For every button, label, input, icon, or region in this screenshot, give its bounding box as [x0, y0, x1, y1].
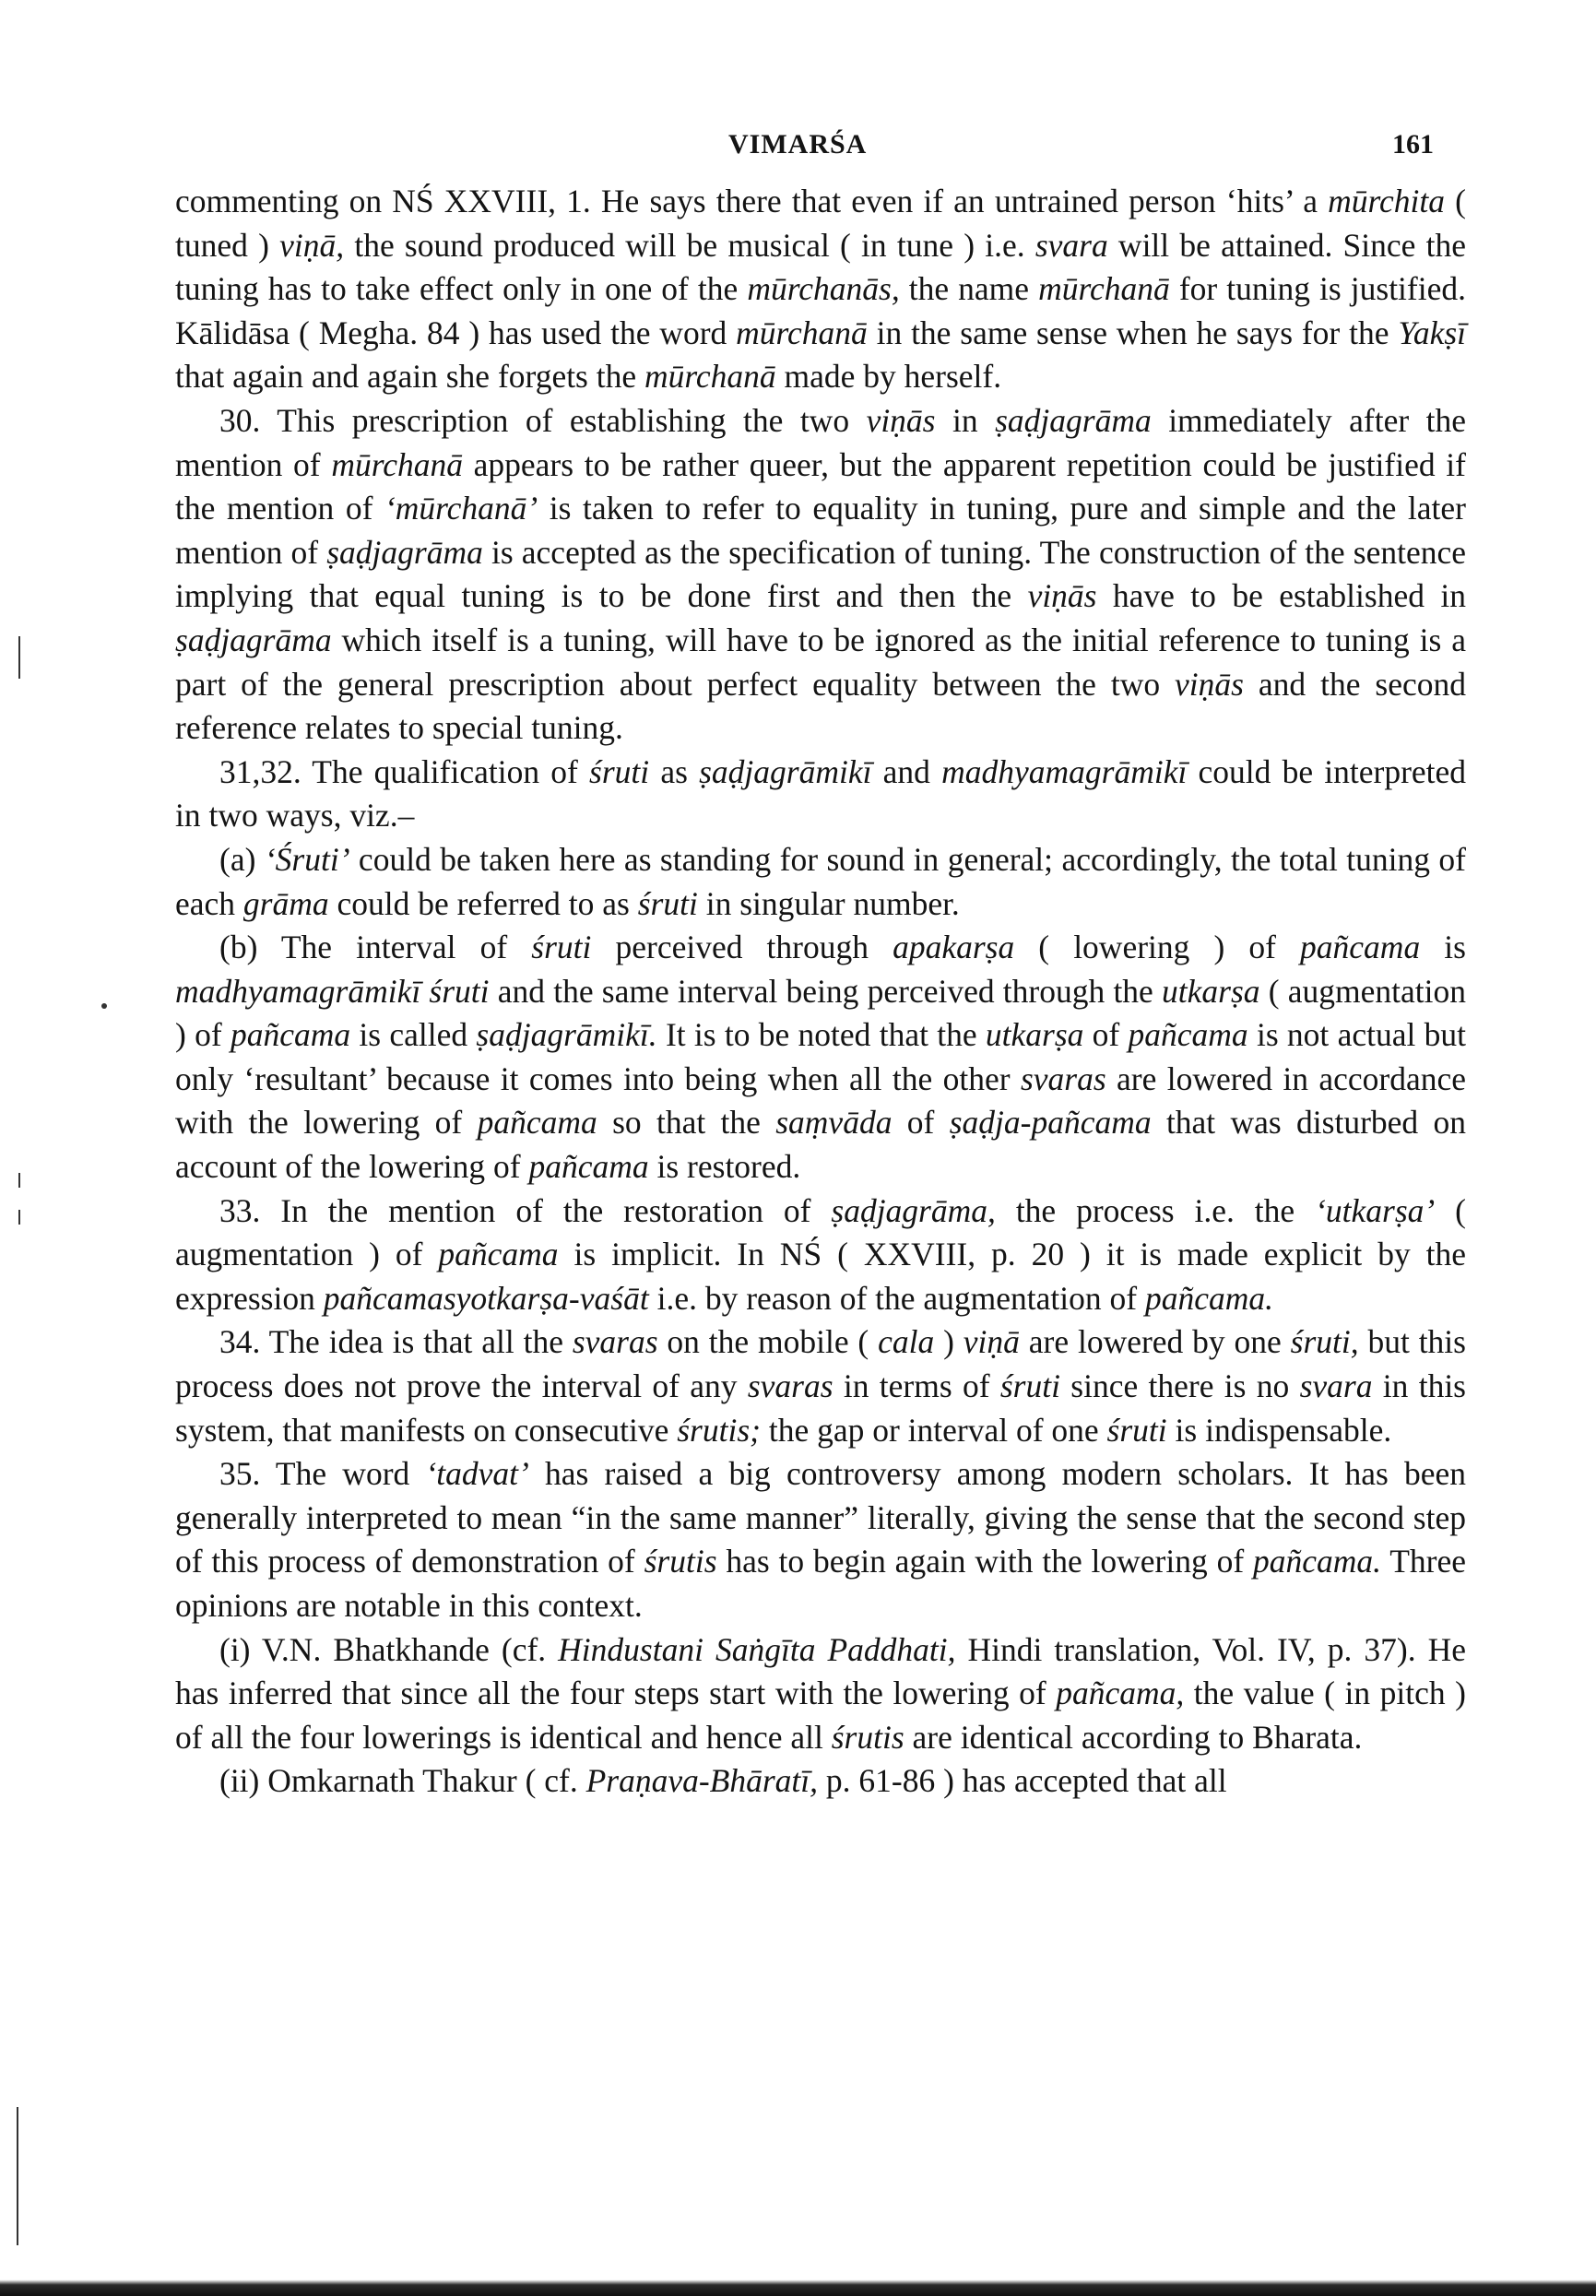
italic-term: ‘Śruti’ — [264, 840, 350, 878]
text-run: which itself is a tuning, will have to be ignored as the initial reference to tuning is a part of the general prescription about perfect equality between the two — [175, 621, 1466, 703]
text-run: the sound produced will be musical ( in tune ) i.e. — [344, 226, 1035, 264]
text-run: 35. The word — [219, 1455, 426, 1493]
text-run: so that the — [597, 1104, 776, 1142]
margin-mark — [18, 1210, 20, 1225]
italic-term: pañcama — [528, 1148, 649, 1186]
page-number: 161 — [1392, 129, 1434, 160]
italic-term: ‘mūrchanā’ — [384, 490, 538, 527]
italic-term: pañcama — [477, 1104, 597, 1142]
italic-term: madhyamagrāmikī — [941, 752, 1188, 790]
italic-term: pañcama — [438, 1236, 559, 1273]
text-run: in this system, that manifests on consecutive — [175, 1367, 1466, 1449]
paragraph-p8 — [175, 1452, 1466, 1627]
text-run: p. 61-86 ) has accepted that all — [818, 1762, 1227, 1800]
text-run: in terms of — [833, 1367, 1000, 1405]
paragraph-p1 — [175, 180, 1466, 399]
italic-term: viṇās — [866, 401, 936, 439]
text-run: 33. In the mention of the restoration of — [219, 1191, 832, 1229]
paragraph-p9 — [175, 1628, 1466, 1760]
text-run: are lowered by one — [1019, 1323, 1291, 1361]
text-run: 34. The idea is that all the — [219, 1323, 573, 1361]
italic-term: mūrchanā — [331, 445, 463, 483]
text-run: could be interpreted in two ways, viz.– — [175, 752, 1467, 834]
text-run: commenting on NŚ XXVIII, 1. He says there that even if an untrained person ‘hits’ a — [175, 183, 1329, 219]
margin-mark — [18, 636, 20, 679]
italic-term: śruti — [999, 1367, 1060, 1405]
text-run: (ii) Omkarnath Thakur ( cf. — [219, 1762, 586, 1800]
italic-term: pañcama — [230, 1016, 351, 1054]
text-run: Hindi translation, Vol. IV, p. 37). He has inferred that since all the four steps start with the lowering of — [175, 1630, 1466, 1712]
italic-term: grāma — [242, 884, 329, 922]
text-run: could be referred to as — [328, 884, 638, 922]
italic-term: svaras — [747, 1367, 833, 1405]
margin-mark — [101, 1003, 107, 1009]
text-run: the name — [899, 270, 1039, 308]
text-run: is taken to refer to equality in tuning, pure and simple and the later mention of — [175, 490, 1466, 571]
text-run: 30. This prescription of establishing the two — [219, 401, 867, 439]
text-run: in singular number. — [697, 884, 960, 922]
italic-term: ṣaḍjagrāma — [175, 621, 332, 658]
text-run: ) — [934, 1323, 964, 1361]
text-run: and the same interval being perceived through the — [489, 972, 1163, 1010]
text-run: (i) V.N. Bhatkhande (cf. — [219, 1630, 559, 1668]
text-run: is restored. — [648, 1148, 801, 1186]
italic-term: saṃvāda — [775, 1104, 893, 1142]
text-run: could be taken here as standing for sound in general; accordingly, the total tuning of each — [175, 840, 1467, 922]
text-run: appears to be rather queer, but the apparent repetition could be justified if the mention of — [175, 445, 1466, 527]
text-run: ( augmentation ) of — [175, 972, 1466, 1054]
italic-term: śrutis — [644, 1543, 717, 1580]
paragraph-p10 — [175, 1759, 1466, 1804]
text-run: in — [935, 401, 996, 439]
text-run: that again and again she forgets the — [175, 358, 644, 396]
paragraph-p2 — [175, 399, 1466, 751]
italic-term: viṇās — [1175, 665, 1244, 703]
italic-term: pañcama. — [1253, 1543, 1382, 1580]
italic-term: mūrchanā — [644, 358, 776, 396]
paragraph-p7 — [175, 1320, 1466, 1452]
italic-term: pañcamasyotkarṣa-vaśāt — [323, 1279, 649, 1317]
italic-term: ṣaḍjagrāmikī — [699, 752, 872, 790]
body-text — [175, 180, 1466, 1804]
text-run: of — [892, 1104, 950, 1142]
italic-term: pañcama — [1128, 1016, 1248, 1054]
italic-term: svara — [1034, 226, 1108, 264]
text-run: that was disturbed on account of the lowering of — [175, 1104, 1467, 1186]
italic-term: cala — [878, 1323, 935, 1361]
italic-term: pañcama, — [1056, 1675, 1185, 1712]
italic-term: viṇā, — [279, 226, 345, 264]
italic-term: Hindustani Saṅgīta Paddhati, — [558, 1630, 956, 1668]
italic-term: svaras — [572, 1323, 658, 1361]
paragraph-p3 — [175, 751, 1466, 838]
text-run: but this process does not prove the interval of any — [175, 1323, 1466, 1405]
text-run: 31,32. The qualification of — [219, 752, 590, 790]
text-run: are identical according to Bharata. — [904, 1718, 1363, 1756]
italic-term: ‘tadvat’ — [425, 1455, 529, 1493]
text-run: ( augmentation ) of — [175, 1191, 1466, 1273]
italic-term: śruti — [637, 884, 698, 922]
paragraph-p5 — [175, 926, 1466, 1189]
italic-term: śruti, — [1290, 1323, 1359, 1361]
paragraph-p6 — [175, 1189, 1466, 1321]
text-run: (b) The interval of — [219, 929, 532, 966]
italic-term: ṣaḍjagrāmikī. — [476, 1016, 657, 1054]
text-run: are lowered in accordance with the lowering of — [175, 1059, 1466, 1142]
text-run: of — [1083, 1016, 1129, 1054]
text-run: since there is no — [1059, 1367, 1300, 1405]
italic-term: śruti — [589, 752, 650, 790]
text-run: has to begin again with the lowering of — [716, 1543, 1253, 1580]
italic-term: ṣaḍjagrāma — [326, 533, 483, 571]
text-run: as — [649, 752, 700, 790]
italic-term: Praṇava-Bhāratī, — [585, 1762, 819, 1800]
margin-mark — [18, 1173, 20, 1188]
italic-term: ṣaḍja-pañcama — [949, 1104, 1152, 1142]
text-run: and the second reference relates to special tuning. — [175, 665, 1466, 747]
italic-term: śruti — [1106, 1411, 1167, 1449]
text-run: i.e. by reason of the augmentation of — [648, 1279, 1145, 1317]
running-header — [0, 129, 1596, 166]
italic-term: pañcama — [1300, 929, 1421, 966]
italic-term: mūrchanā — [736, 314, 868, 351]
italic-term: apakarṣa — [893, 929, 1015, 966]
text-run: will be attained. Since the tuning has to take effect only in one of the — [175, 226, 1466, 308]
text-run: on the mobile ( — [657, 1323, 879, 1361]
text-run: is — [1420, 929, 1466, 966]
italic-term: utkarṣa — [985, 1016, 1084, 1054]
text-run: have to be established in — [1096, 577, 1466, 615]
text-run: is called — [350, 1016, 477, 1054]
text-run: ( tuned ) — [175, 183, 1466, 264]
text-run: and — [871, 752, 942, 790]
text-run: ( lowering ) of — [1014, 929, 1301, 966]
text-run: has raised a big controversy among modern scholars. It has been generally interpreted to mean “in the same manner” literally, giving the sense that the second step of this process of demonstration of — [175, 1455, 1466, 1580]
italic-term: śrutis — [831, 1718, 904, 1756]
italic-term: mūrchanās, — [747, 270, 900, 308]
text-run: for tuning is justified. Kālidāsa ( Megha. 84 ) has used the word — [175, 270, 1466, 351]
italic-term: svaras — [1020, 1059, 1106, 1097]
text-run: is indispensable. — [1166, 1411, 1392, 1449]
italic-term: pañcama. — [1144, 1279, 1273, 1317]
italic-term: mūrchita — [1328, 183, 1446, 219]
italic-term: Yakṣī — [1398, 314, 1466, 351]
italic-term: madhyamagrāmikī śruti — [175, 972, 490, 1010]
italic-term: viṇā — [963, 1323, 1020, 1361]
italic-term: utkarṣa — [1162, 972, 1260, 1010]
italic-term: svara — [1299, 1367, 1373, 1405]
italic-term: ṣaḍjagrāma — [995, 401, 1152, 439]
text-run: Three opinions are notable in this context. — [175, 1543, 1466, 1624]
italic-term: mūrchanā — [1038, 270, 1170, 308]
italic-term: śruti — [531, 929, 592, 966]
text-run: the process i.e. the — [995, 1191, 1316, 1229]
italic-term: śrutis; — [677, 1411, 761, 1449]
text-run: (a) — [219, 840, 265, 878]
text-run: is accepted as the specification of tuning. The construction of the sentence implying that equal tuning is to be done first and then the — [175, 533, 1466, 615]
bottom-scan-edge — [0, 2276, 1596, 2296]
text-run: is implicit. In NŚ ( XXVIII, p. 20 ) it is made explicit by the expression — [175, 1236, 1466, 1317]
text-run: made by herself. — [775, 358, 1002, 396]
italic-term: viṇās — [1027, 577, 1097, 615]
margin-mark — [17, 2107, 18, 2245]
text-run: the value ( in pitch ) of all the four lowerings is identical and hence all — [175, 1675, 1466, 1756]
italic-term: ‘utkarṣa’ — [1315, 1191, 1436, 1229]
italic-term: ṣaḍjagrāma, — [831, 1191, 996, 1229]
text-run: in the same sense when he says for the — [867, 314, 1399, 351]
text-run: the gap or interval of one — [760, 1411, 1107, 1449]
text-run: is not actual but only ‘resultant’ because it comes into being when all the other — [175, 1016, 1466, 1097]
text-run: immediately after the mention of — [175, 401, 1466, 483]
text-run: perceived through — [591, 929, 893, 966]
text-run: It is to be noted that the — [656, 1016, 986, 1054]
running-title: VIMARŚA — [728, 129, 868, 160]
paragraph-p4 — [175, 838, 1466, 926]
